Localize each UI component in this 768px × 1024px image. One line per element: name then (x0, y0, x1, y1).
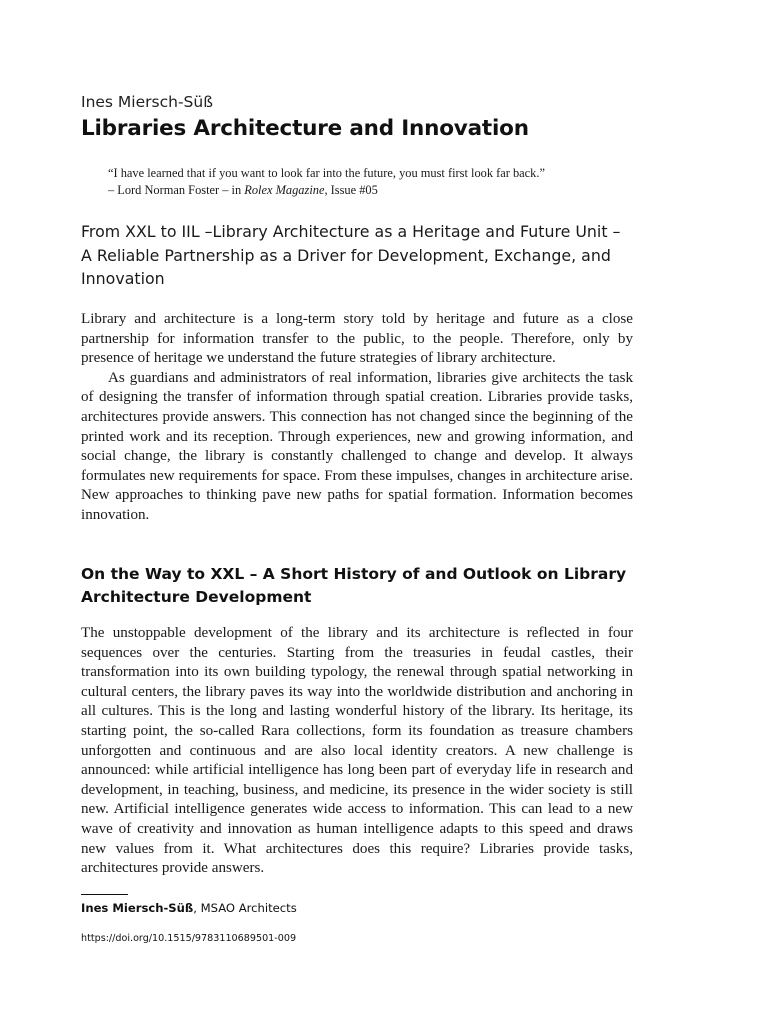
attribution-suffix: , Issue #05 (324, 183, 378, 197)
chapter-subtitle: From XXL to IIL –Library Architecture as a Heritage and Future Unit – A Reliable Partnership as a Driver for Development, Exchange, and Innovation (81, 222, 621, 288)
intro-paragraph-1: Library and architecture is a long-term story told by heritage and future as a close partnership for information transfer to the public, to the people. Therefore, only by presence of heritage we understand the future strategies of library architecture. (81, 311, 633, 367)
intro-paragraph-2: As guardians and administrators of real information, libraries give architects the task of designing the transfer of information through spatial creation. Libraries provide tasks, architectures provide answers. This connection has not changed since the beginning of the printed work and its reception. Through experiences, new and growing information, and social change, the library is constantly challenged to change and develop. It always formulates new requirements for space. From these impulses, changes in architecture arise. New approaches to thinking pave new paths for spatial formation. Information becomes innovation. (81, 369, 633, 523)
history-paragraph-1: The unstoppable development of the library and its architecture is reflected in four sequences over the centuries. Starting from the treasuries in feudal castles, their transformation into its own building typology, the renewal through spatial networking in cultural centers, the library paves its way into the worldwide distribution and anchoring in all cultures. This is the long and lasting wonderful history of the library. Its heritage, its starting point, the so-called Rara collections, form its foundation as treasure chambers unforgotten and continuous and are also local identity creators. A new challenge is announced: while artificial intelligence has long been part of everyday life in research and development, in teaching, business, and medicine, its presence in the wider society is still new. Artificial intelligence generates wide access to information. This can lead to a new wave of creativity and innovation as human intelligence adapts to this speed and draws new values from it. What architectures does this require? Libraries provide tasks, architectures provide answers. (81, 625, 633, 877)
affiliation-org: , MSAO Architects (193, 901, 297, 915)
history-section (81, 624, 633, 879)
attribution-prefix: – Lord Norman Foster – in (108, 183, 245, 197)
doi-link[interactable]: https://doi.org/10.1515/9783110689501-009 (81, 933, 297, 944)
author-name: Ines Miersch-Süß (81, 93, 213, 111)
affiliation-name: Ines Miersch-Süß (81, 901, 194, 915)
section-heading: On the Way to XXL – A Short History of and Outlook on Library Architecture Development (81, 565, 627, 606)
epigraph-attribution (108, 182, 628, 199)
attribution-source: Rolex Magazine (244, 183, 325, 197)
author-affiliation (81, 901, 297, 915)
epigraph-quote: “I have learned that if you want to look far into the future, you must first look far back.” (108, 166, 545, 180)
footnote-rule (81, 894, 128, 895)
intro-section (81, 310, 633, 526)
epigraph (108, 165, 628, 199)
chapter-title: Libraries Architecture and Innovation (81, 116, 529, 141)
